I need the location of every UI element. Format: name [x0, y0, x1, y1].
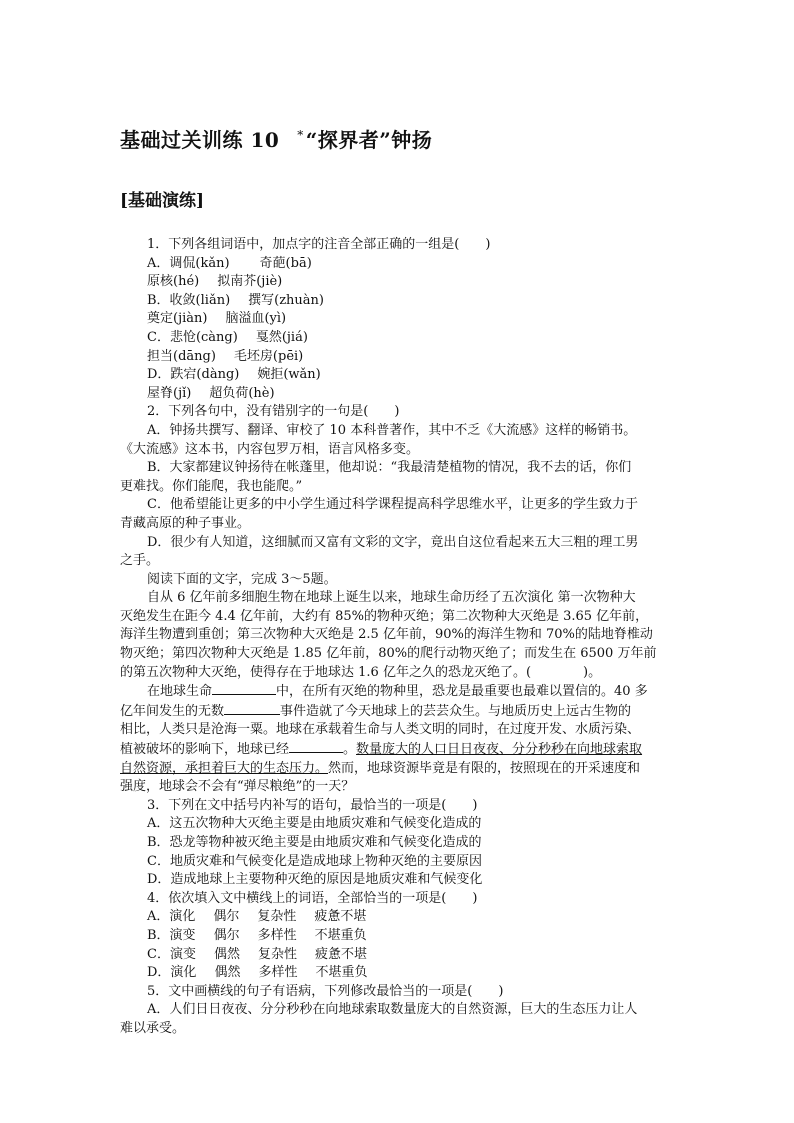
q1-stem: 1．下列各组词语中，加点字的注音全部正确的一组是( ) — [147, 237, 491, 252]
underlined-sentence-part2: 自然资源，承担着巨大的生态压力。 — [120, 760, 329, 776]
q2-option-d-cont: 之手。 — [120, 553, 160, 569]
q2-option-a-cont: 《大流感》这本书，内容包罗万相，语言风格多变。 — [120, 441, 420, 457]
q1-option-c: C．悲怆(càng) 戛然(jiá) — [147, 329, 308, 345]
q2-option-d: D．很少有人知道，这细腻而又富有文彩的文字，竟出自这位看起来五大三粗的理工男 — [147, 534, 639, 550]
q3-option-d: D．造成地球上主要物种灭绝的原因是地质灾难和气候变化 — [147, 872, 483, 888]
q1-option-a-cont: 原核(hé) 拟南芥(jiè) — [147, 274, 283, 290]
passage-p2-line4: 植被破坏的影响下，地球已经 。数量庞大的人口日日夜夜、分分秒秒在向地球索取 — [120, 742, 643, 758]
q1-option-a: A．调侃(kǎn) 奇葩(bā) — [147, 255, 312, 271]
passage-p1-line2: 灭绝发生在距今 4.4 亿年前，大约有 85%的物种灭绝；第二次物种大灭绝是 3.65 亿年前， — [120, 608, 649, 624]
q2-option-a: A．钟扬共撰写、翻译、审校了 10 本科普著作，其中不乏《大流感》这样的畅销书。 — [147, 422, 637, 438]
passage-p2-line6: 强度，地球会不会有“弹尽粮绝”的一天？ — [120, 779, 355, 795]
q1-option-d-cont: 屋脊(jǐ) 超负荷(hè) — [147, 385, 275, 401]
passage-p1-line1: 自从 6 亿年前多细胞生物在地球上诞生以来，地球生命历经了五次演化 第一次物种大 — [147, 590, 636, 606]
section-heading: [基础演练] — [120, 191, 205, 211]
fill-blank-2 — [224, 702, 280, 715]
underlined-sentence-part1: 数量庞大的人口日日夜夜、分分秒秒在向地球索取 — [356, 742, 643, 758]
q2-option-b: B．大家都建议钟扬待在帐蓬里，他却说：“我最清楚植物的情况，我不去的话，你们 — [147, 460, 632, 476]
q3-option-a: A．这五次物种大灭绝主要是由地质灾难和气候变化造成的 — [147, 816, 482, 832]
q2-stem: 2．下列各句中，没有错别字的一句是( ) — [147, 404, 400, 420]
q4-option-d: D．演化 偶然 多样性 不堪重负 — [147, 965, 368, 981]
passage-p2-line2: 亿年间发生的无数 事件造就了今天地球上的芸芸众生。与地质历史上远古生物的 — [120, 703, 632, 719]
q3-option-b: B．恐龙等物种被灭绝主要是由地质灾难和气候变化造成的 — [147, 835, 482, 850]
q2-option-c: C．他希望能让更多的中小学生通过科学课程提高科学思维水平，让更多的学生致力于 — [147, 497, 638, 513]
passage-p1-line5: 的第五次物种大灭绝，使得存在于地球达 1.6 亿年之久的恐龙灭绝了。( )。 — [120, 664, 602, 680]
q5-stem: 5．文中画横线的句子有语病，下列修改最恰当的一项是( ) — [147, 983, 504, 999]
q5-option-a: A．人们日日夜夜、分分秒秒在向地球索取数量庞大的自然资源，巨大的生态压力让人 — [147, 1002, 638, 1018]
q1-option-c-cont: 担当(dāng) 毛坯房(pēi) — [147, 348, 304, 364]
q3-option-c: C．地质灾难和气候变化是造成地球上物种灭绝的主要原因 — [147, 853, 482, 869]
fill-blank-3 — [289, 740, 343, 753]
passage-p2-line5: 自然资源，承担着巨大的生态压力。然而，地球资源毕竟是有限的，按照现在的开采速度和 — [120, 760, 641, 776]
q4-option-c: C．演变 偶然 复杂性 疲惫不堪 — [147, 946, 367, 962]
fill-blank-1 — [212, 682, 276, 695]
q1-option-b: B．收敛(liǎn) 撰写(zhuàn) — [147, 292, 325, 308]
q1-option-d: D．跌宕(dàng) 婉拒(wǎn) — [147, 367, 321, 383]
passage-p2-line1: 在地球生命 中，在所有灭绝的物种里，恐龙是最重要也最难以置信的。40 多 — [147, 684, 648, 700]
q2-option-b-cont: 更难找。你们能爬，我也能爬。” — [120, 478, 303, 494]
q4-stem: 4．依次填入文中横线上的词语，全部恰当的一项是( ) — [147, 890, 478, 906]
passage-p1-line3: 海洋生物遭到重创；第三次物种大灭绝是 2.5 亿年前，90%的海洋生物和 70%的陆地脊椎动 — [120, 627, 653, 643]
q2-option-c-cont: 青藏高原的种子事业。 — [120, 515, 251, 531]
passage-p1-line4: 物灭绝；第四次物种大灭绝是 1.85 亿年前，80%的爬行动物灭绝了；而发生在 6500 万年前 — [120, 646, 657, 662]
q3-stem: 3．下列在文中括号内补写的语句，最恰当的一项是( ) — [147, 797, 478, 813]
title-topic: “探界者”钟扬 — [305, 128, 433, 152]
title-main: 基础过关训练 10 — [120, 128, 280, 152]
q4-option-a: A．演化 偶尔 复杂性 疲惫不堪 — [147, 909, 367, 925]
q4-option-b: B．演变 偶尔 多样性 不堪重负 — [147, 927, 367, 943]
q1-option-b-cont: 奠定(jiàn) 脑溢血(yì) — [147, 311, 287, 327]
reading-intro: 阅读下面的文字，完成 3～5题。 — [147, 571, 337, 587]
page-title — [120, 124, 432, 153]
question-body — [120, 236, 677, 1039]
q5-option-a-cont: 难以承受。 — [120, 1020, 186, 1036]
title-asterisk: * — [297, 128, 304, 143]
passage-p2-line3: 相比，人类只是沧海一粟。地球在承载着生命与人类文明的同时，在过度开发、水质污染、 — [120, 722, 641, 738]
